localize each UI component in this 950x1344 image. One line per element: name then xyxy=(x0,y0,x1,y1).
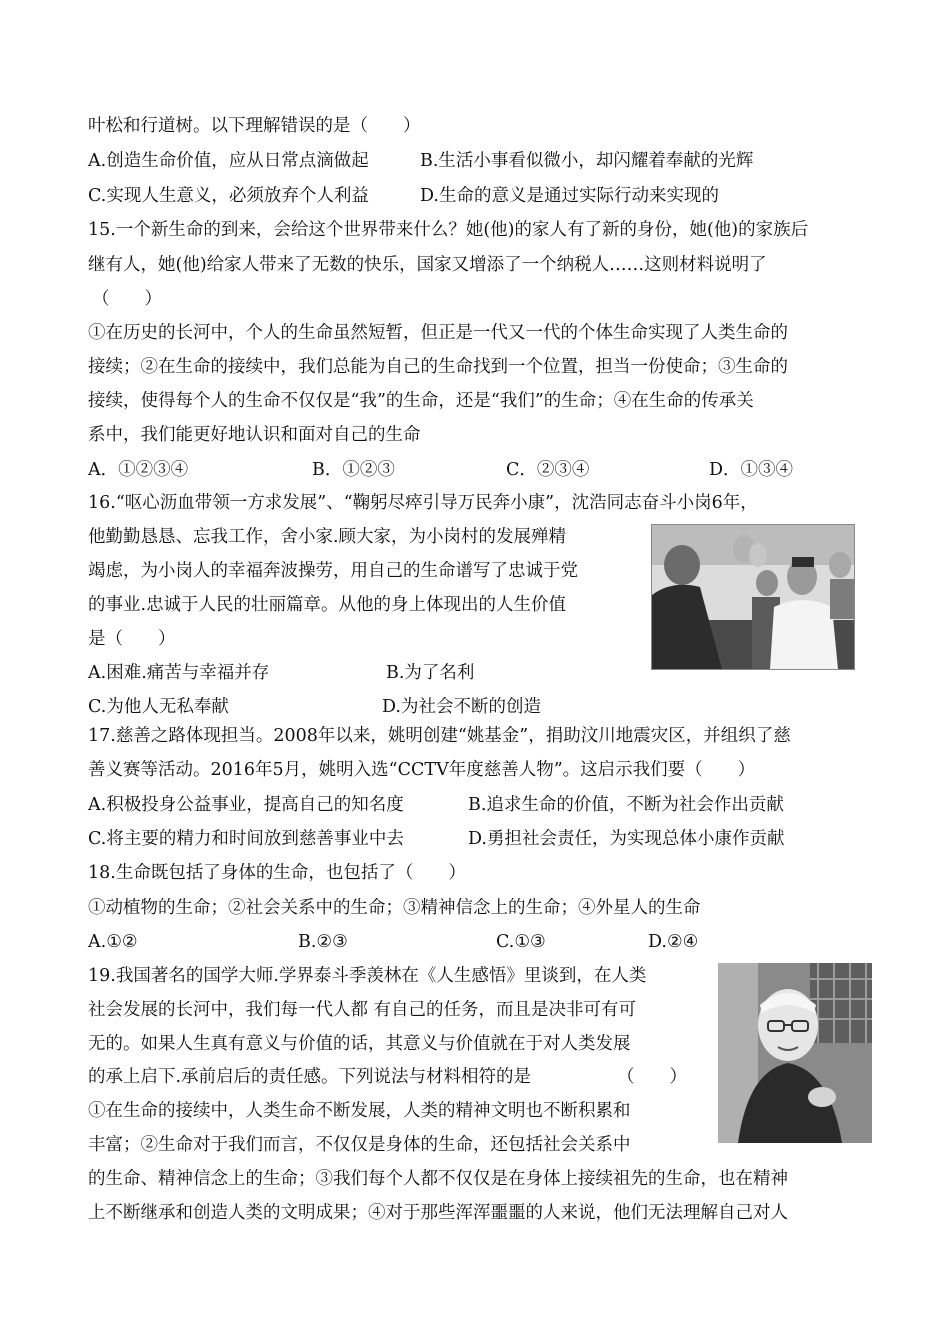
q16-photo-illustration xyxy=(652,525,854,669)
q14-option-d[interactable]: D.生命的意义是通过实际行动来实现的 xyxy=(420,186,719,206)
q17-option-b[interactable]: B.追求生命的价值，不断为社会作出贡献 xyxy=(468,795,784,815)
q19-statement-line: 上不断继承和创造人类的文明成果；④对于那些浑浑噩噩的人来说，他们无法理解自己对人 xyxy=(88,1203,788,1223)
q19-answer-blank: （ ） xyxy=(617,1067,687,1087)
q16-option-d[interactable]: D.为社会不断的创造 xyxy=(382,697,541,717)
q19-statement-line: 的生命、精神信念上的生命；③我们每个人都不仅仅是在身体上接续祖先的生命，也在精神 xyxy=(88,1169,788,1189)
q17-stem-line: 善义赛等活动。2016年5月，姚明入选“CCTV年度慈善人物”。这启示我们要（ ） xyxy=(88,760,756,780)
q16-option-c[interactable]: C.为他人无私奉献 xyxy=(88,697,229,717)
q17-stem-line: 17.慈善之路体现担当。2008年以来，姚明创建“姚基金”，捐助汶川地震灾区，并组织了慈 xyxy=(88,726,791,746)
q14-stem-tail: 叶松和行道树。以下理解错误的是（ ） xyxy=(88,116,421,136)
q18-option-c[interactable]: C.①③ xyxy=(496,932,546,952)
q15-statement-line: 系中，我们能更好地认识和面对自己的生命 xyxy=(88,425,421,445)
q16-stem-line: 16.“呕心沥血带领一方求发展”、“鞠躬尽瘁引导万民奔小康”，沈浩同志奋斗小岗6年， xyxy=(88,493,758,513)
q16-photo xyxy=(651,524,855,670)
q15-statement-line: ①在历史的长河中，个人的生命虽然短暂，但正是一代又一代的个体生命实现了人类生命的 xyxy=(88,323,788,343)
q19-stem-line: 的承上启下.承前启后的责任感。下列说法与材料相符的是 xyxy=(88,1067,532,1087)
q19-stem-line: 19.我国著名的国学大师.学界泰斗季羡林在《人生感悟》里谈到，在人类 xyxy=(88,966,647,986)
q18-stem: 18.生命既包括了身体的生命，也包括了（ ） xyxy=(88,863,466,883)
q17-option-d[interactable]: D.勇担社会责任，为实现总体小康作贡献 xyxy=(468,829,785,849)
q16-option-a[interactable]: A.困难.痛苦与幸福并存 xyxy=(88,663,270,683)
q19-statement-line: ①在生命的接续中，人类生命不断发展，人类的精神文明也不断积累和 xyxy=(88,1101,631,1121)
q15-option-b[interactable]: B．①②③ xyxy=(312,460,395,480)
q17-option-a[interactable]: A.积极投身公益事业，提高自己的知名度 xyxy=(88,795,404,815)
q16-stem-line: 是（ ） xyxy=(88,629,176,649)
q18-option-d[interactable]: D.②④ xyxy=(648,932,699,952)
q15-statement-line: 接续，使得每个人的生命不仅仅是“我”的生命，还是“我们”的生命；④在生命的传承关 xyxy=(88,391,754,411)
q15-option-a[interactable]: A．①②③④ xyxy=(88,460,189,480)
q19-photo xyxy=(718,963,872,1143)
q18-option-b[interactable]: B.②③ xyxy=(298,932,348,952)
q18-statements: ①动植物的生命；②社会关系中的生命；③精神信念上的生命；④外星人的生命 xyxy=(88,898,701,918)
q18-option-a[interactable]: A.①② xyxy=(88,932,138,952)
q15-statement-line: 接续；②在生命的接续中，我们总能为自己的生命找到一个位置，担当一份使命；③生命的 xyxy=(88,357,788,377)
q19-stem-line: 社会发展的长河中，我们每一代人都 有自己的任务，而且是决非可有可 xyxy=(88,1000,637,1020)
q14-option-b[interactable]: B.生活小事看似微小，却闪耀着奉献的光辉 xyxy=(420,151,754,171)
q19-stem-line: 无的。如果人生真有意义与价值的话，其意义与价值就在于对人类发展 xyxy=(88,1034,631,1054)
q14-option-c[interactable]: C.实现人生意义，必须放弃个人利益 xyxy=(88,186,369,206)
q15-stem-line: 继有人，她(他)给家人带来了无数的快乐，国家又增添了一个纳税人……这则材料说明了 xyxy=(88,255,767,275)
q17-option-c[interactable]: C.将主要的精力和时间放到慈善事业中去 xyxy=(88,829,404,849)
q15-stem-line: 15.一个新生命的到来，会给这个世界带来什么？她(他)的家人有了新的身份，她(他)的家族后 xyxy=(88,220,809,240)
q15-option-c[interactable]: C．②③④ xyxy=(506,460,590,480)
q16-stem-line: 竭虑，为小岗人的幸福奔波操劳，用自己的生命谱写了忠诚于党 xyxy=(88,561,578,581)
q15-option-d[interactable]: D．①③④ xyxy=(709,460,794,480)
q19-statement-line: 丰富；②生命对于我们而言，不仅仅是身体的生命，还包括社会关系中 xyxy=(88,1135,631,1155)
q16-stem-line: 他勤勤恳恳、忘我工作，舍小家.顾大家，为小岗村的发展殚精 xyxy=(88,527,567,547)
q16-option-b[interactable]: B.为了名利 xyxy=(386,663,475,683)
q15-answer-blank: （ ） xyxy=(92,289,162,309)
q14-option-a[interactable]: A.创造生命价值，应从日常点滴做起 xyxy=(88,151,369,171)
q19-photo-illustration xyxy=(718,963,872,1143)
q16-stem-line: 的事业.忠诚于人民的壮丽篇章。从他的身上体现出的人生价值 xyxy=(88,595,567,615)
